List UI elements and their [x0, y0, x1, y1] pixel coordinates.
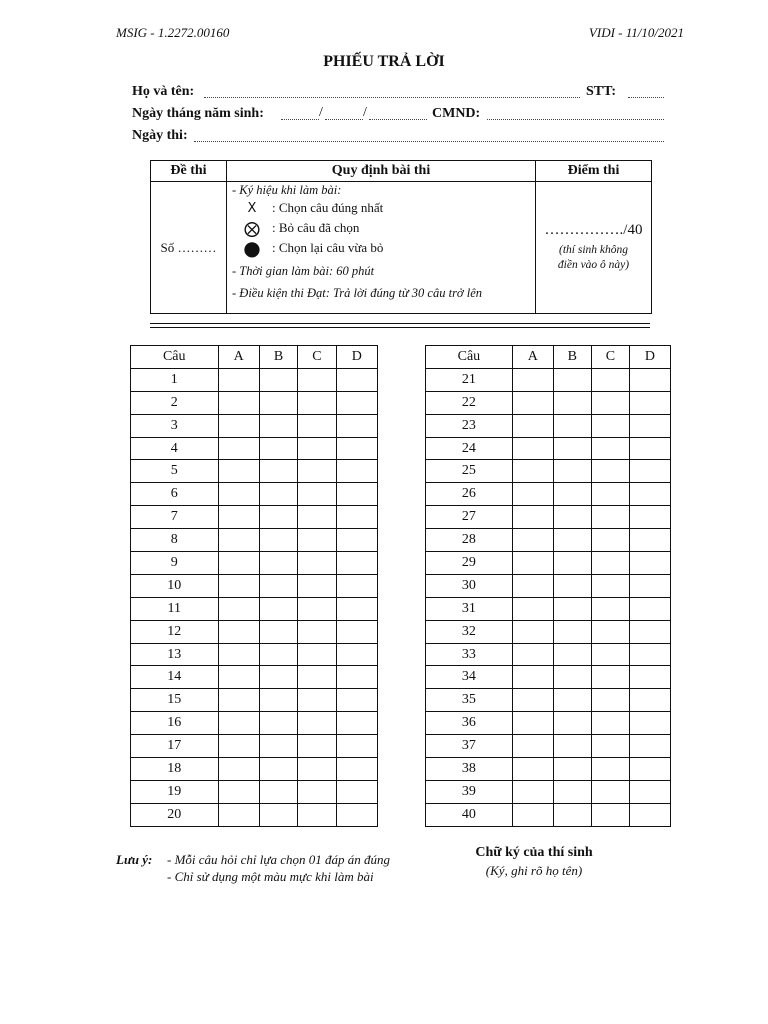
answer-cell-d[interactable]: [629, 620, 670, 643]
answer-cell-b[interactable]: [259, 483, 297, 506]
exam-date-label: Ngày thi:: [132, 128, 188, 143]
stt-field[interactable]: [628, 96, 664, 98]
answer-cell-b[interactable]: [553, 689, 591, 712]
question-number: 36: [426, 712, 513, 735]
col-header-question: Câu: [131, 346, 219, 369]
answer-cell-b[interactable]: [259, 780, 297, 803]
answer-cell-b[interactable]: [553, 529, 591, 552]
answer-cell-b[interactable]: [553, 460, 591, 483]
answer-cell-c[interactable]: [591, 780, 629, 803]
answer-cell-a[interactable]: [512, 803, 553, 826]
page-title: PHIẾU TRẢ LỜI: [323, 53, 445, 70]
answer-cell-c[interactable]: [298, 460, 336, 483]
answer-cell-b[interactable]: [553, 666, 591, 689]
answer-cell-b[interactable]: [553, 506, 591, 529]
answer-cell-b[interactable]: [259, 643, 297, 666]
question-number: 30: [426, 574, 513, 597]
question-number: 39: [426, 780, 513, 803]
question-number: 33: [426, 643, 513, 666]
answer-cell-b[interactable]: [259, 712, 297, 735]
answer-cell-c[interactable]: [298, 574, 336, 597]
pass-rule: - Điều kiện thi Đạt: Trả lời đúng từ 30 câu trở lên: [232, 286, 482, 300]
answer-cell-c[interactable]: [298, 437, 336, 460]
question-number: 4: [131, 437, 219, 460]
col-header-option: D: [629, 346, 670, 369]
answer-cell-c[interactable]: [591, 529, 629, 552]
answer-cell-c[interactable]: [298, 529, 336, 552]
question-number: 24: [426, 437, 513, 460]
answer-cell-b[interactable]: [259, 620, 297, 643]
answer-cell-a[interactable]: [512, 712, 553, 735]
answer-cell-b[interactable]: [259, 391, 297, 414]
answer-row: [131, 391, 378, 414]
question-number: 37: [426, 735, 513, 758]
dob-year-field[interactable]: [369, 118, 427, 120]
answer-cell-b[interactable]: [259, 529, 297, 552]
answer-cell-c[interactable]: [298, 712, 336, 735]
question-number: 12: [131, 620, 219, 643]
answer-cell-b[interactable]: [259, 597, 297, 620]
answer-cell-a[interactable]: [512, 643, 553, 666]
answer-cell-c[interactable]: [591, 368, 629, 391]
answer-cell-b[interactable]: [553, 552, 591, 575]
exam-number: Số ………: [160, 239, 217, 255]
answer-cell-a[interactable]: [218, 574, 259, 597]
answer-cell-b[interactable]: [553, 803, 591, 826]
question-number: 15: [131, 689, 219, 712]
answer-cell-b[interactable]: [259, 689, 297, 712]
answer-table-left: [130, 345, 378, 827]
answer-cell-c[interactable]: [591, 597, 629, 620]
answer-cell-d[interactable]: [336, 803, 377, 826]
question-number: 9: [131, 552, 219, 575]
answer-cell-d[interactable]: [336, 437, 377, 460]
question-number: 19: [131, 780, 219, 803]
answer-cell-c[interactable]: [298, 780, 336, 803]
answer-row: [131, 437, 378, 460]
answer-cell-a[interactable]: [218, 666, 259, 689]
answer-cell-b[interactable]: [259, 552, 297, 575]
answer-cell-d[interactable]: [629, 712, 670, 735]
answer-cell-d[interactable]: [336, 460, 377, 483]
answer-row: [131, 689, 378, 712]
answer-cell-a[interactable]: [218, 506, 259, 529]
answer-cell-c[interactable]: [298, 735, 336, 758]
answer-cell-a[interactable]: [218, 780, 259, 803]
answer-cell-c[interactable]: [591, 391, 629, 414]
question-number: 25: [426, 460, 513, 483]
answer-row: [131, 643, 378, 666]
question-number: 2: [131, 391, 219, 414]
answer-row: [426, 689, 671, 712]
answer-cell-a[interactable]: [218, 758, 259, 781]
answer-row: [131, 735, 378, 758]
answer-cell-a[interactable]: [512, 780, 553, 803]
answer-cell-d[interactable]: [629, 574, 670, 597]
col-header-exam: Đề thi: [151, 161, 227, 182]
answer-cell-a[interactable]: [218, 620, 259, 643]
divider-line: [150, 323, 650, 324]
question-number: 21: [426, 368, 513, 391]
rules-cell: [227, 182, 536, 314]
answer-cell-b[interactable]: [553, 735, 591, 758]
answer-cell-a[interactable]: [512, 391, 553, 414]
answer-cell-a[interactable]: [512, 368, 553, 391]
answer-cell-c[interactable]: [591, 803, 629, 826]
answer-cell-c[interactable]: [591, 643, 629, 666]
question-number: 20: [131, 803, 219, 826]
answer-cell-a[interactable]: [512, 506, 553, 529]
answer-cell-d[interactable]: [336, 780, 377, 803]
answer-cell-a[interactable]: [218, 483, 259, 506]
question-number: 27: [426, 506, 513, 529]
form-code-right: VIDI - 11/10/2021: [588, 25, 684, 40]
answer-cell-d[interactable]: [336, 529, 377, 552]
question-number: 14: [131, 666, 219, 689]
answer-cell-b[interactable]: [553, 597, 591, 620]
answer-cell-b[interactable]: [259, 437, 297, 460]
answer-cell-d[interactable]: [629, 460, 670, 483]
answer-cell-c[interactable]: [298, 391, 336, 414]
signature-area[interactable]: [420, 882, 648, 952]
answer-cell-a[interactable]: [218, 552, 259, 575]
answer-cell-d[interactable]: [629, 643, 670, 666]
answer-cell-a[interactable]: [218, 368, 259, 391]
answer-cell-a[interactable]: [218, 735, 259, 758]
answer-cell-d[interactable]: [336, 506, 377, 529]
answer-cell-c[interactable]: [298, 620, 336, 643]
answer-row: [426, 574, 671, 597]
question-number: 3: [131, 414, 219, 437]
answer-cell-d[interactable]: [336, 391, 377, 414]
answer-cell-a[interactable]: [218, 712, 259, 735]
answer-cell-a[interactable]: [218, 597, 259, 620]
col-header-score: Điểm thi: [536, 161, 652, 182]
score-total: ……………./40: [544, 222, 643, 238]
question-number: 28: [426, 529, 513, 552]
answer-cell-b[interactable]: [553, 758, 591, 781]
answer-cell-c[interactable]: [591, 758, 629, 781]
answer-cell-c[interactable]: [298, 483, 336, 506]
answer-row: [426, 597, 671, 620]
answer-cell-d[interactable]: [336, 666, 377, 689]
answer-cell-d[interactable]: [336, 620, 377, 643]
answer-cell-c[interactable]: [591, 460, 629, 483]
answer-cell-a[interactable]: [218, 391, 259, 414]
col-header-option: B: [259, 346, 297, 369]
id-label: CMND:: [432, 106, 481, 121]
question-number: 5: [131, 460, 219, 483]
score-cell: [536, 182, 652, 314]
answer-cell-b[interactable]: [553, 483, 591, 506]
answer-cell-b[interactable]: [553, 437, 591, 460]
answer-row: [426, 735, 671, 758]
question-number: 13: [131, 643, 219, 666]
answer-cell-d[interactable]: [629, 758, 670, 781]
answer-cell-c[interactable]: [298, 368, 336, 391]
col-header-question: Câu: [426, 346, 513, 369]
symbol-text: : Bỏ câu đã chọn: [272, 220, 360, 235]
answer-row: [426, 758, 671, 781]
answer-cell-c[interactable]: [298, 689, 336, 712]
answer-cell-a[interactable]: [512, 597, 553, 620]
answer-cell-d[interactable]: [336, 735, 377, 758]
answer-row: [131, 552, 378, 575]
answer-cell-a[interactable]: [512, 483, 553, 506]
answer-cell-c[interactable]: [298, 803, 336, 826]
answer-cell-a[interactable]: [512, 758, 553, 781]
answer-cell-b[interactable]: [259, 803, 297, 826]
question-number: 6: [131, 483, 219, 506]
answer-cell-d[interactable]: [629, 391, 670, 414]
answer-row: [426, 620, 671, 643]
answer-cell-d[interactable]: [336, 574, 377, 597]
answer-row: [131, 460, 378, 483]
answer-cell-a[interactable]: [512, 460, 553, 483]
answer-cell-d[interactable]: [629, 597, 670, 620]
col-header-option: C: [591, 346, 629, 369]
answer-cell-b[interactable]: [553, 780, 591, 803]
dob-separator: /: [319, 105, 323, 120]
answer-cell-b[interactable]: [259, 368, 297, 391]
symbol-row: [232, 238, 535, 258]
question-number: 34: [426, 666, 513, 689]
answer-cell-d[interactable]: [336, 597, 377, 620]
answer-cell-d[interactable]: [629, 529, 670, 552]
answer-row: [426, 780, 671, 803]
answer-cell-d[interactable]: [336, 712, 377, 735]
answer-cell-d[interactable]: [629, 666, 670, 689]
answer-row: [131, 506, 378, 529]
note-line-1: - Mỗi câu hỏi chỉ lựa chọn 01 đáp án đúng: [167, 852, 391, 867]
circled-x-icon: ⨂: [244, 218, 260, 238]
answer-row: [426, 552, 671, 575]
answer-row: [131, 368, 378, 391]
question-number: 7: [131, 506, 219, 529]
answer-cell-c[interactable]: [298, 414, 336, 437]
question-number: 11: [131, 597, 219, 620]
answer-cell-d[interactable]: [629, 437, 670, 460]
answer-cell-c[interactable]: [298, 597, 336, 620]
dob-month-field[interactable]: [325, 118, 363, 120]
answer-row: [131, 414, 378, 437]
answer-cell-a[interactable]: [512, 689, 553, 712]
col-header-option: A: [218, 346, 259, 369]
answer-cell-a[interactable]: [512, 529, 553, 552]
answer-row: [426, 368, 671, 391]
answer-cell-b[interactable]: [553, 391, 591, 414]
answer-cell-c[interactable]: [591, 506, 629, 529]
answer-row: [426, 437, 671, 460]
exam-rules-table: [150, 160, 652, 314]
answer-row: [131, 620, 378, 643]
answer-cell-d[interactable]: [629, 414, 670, 437]
question-number: 26: [426, 483, 513, 506]
answer-cell-a[interactable]: [512, 735, 553, 758]
stt-label: STT:: [586, 84, 617, 99]
question-number: 22: [426, 391, 513, 414]
answer-cell-d[interactable]: [629, 803, 670, 826]
col-header-option: C: [298, 346, 336, 369]
answer-cell-a[interactable]: [218, 437, 259, 460]
question-number: 31: [426, 597, 513, 620]
answer-row: [131, 758, 378, 781]
answer-cell-c[interactable]: [298, 506, 336, 529]
answer-cell-c[interactable]: [591, 666, 629, 689]
answer-cell-a[interactable]: [512, 666, 553, 689]
answer-cell-b[interactable]: [553, 620, 591, 643]
answer-cell-a[interactable]: [512, 437, 553, 460]
symbol-row: [232, 218, 535, 238]
question-number: 18: [131, 758, 219, 781]
answer-cell-d[interactable]: [336, 552, 377, 575]
question-number: 8: [131, 529, 219, 552]
answer-cell-c[interactable]: [298, 666, 336, 689]
answer-cell-b[interactable]: [259, 666, 297, 689]
answer-cell-d[interactable]: [629, 483, 670, 506]
question-number: 1: [131, 368, 219, 391]
question-number: 38: [426, 758, 513, 781]
answer-row: [426, 803, 671, 826]
question-number: 32: [426, 620, 513, 643]
answer-cell-d[interactable]: [336, 414, 377, 437]
question-number: 17: [131, 735, 219, 758]
symbol-row: [232, 198, 535, 218]
question-number: 16: [131, 712, 219, 735]
answer-cell-a[interactable]: [218, 529, 259, 552]
answer-row: [131, 803, 378, 826]
symbol-text: : Chọn câu đúng nhất: [272, 200, 384, 215]
question-number: 29: [426, 552, 513, 575]
answer-cell-d[interactable]: [629, 552, 670, 575]
symbol-text: : Chọn lại câu vừa bỏ: [272, 240, 384, 255]
answer-cell-b[interactable]: [259, 460, 297, 483]
answer-cell-c[interactable]: [591, 414, 629, 437]
name-field[interactable]: [204, 96, 580, 98]
answer-cell-b[interactable]: [259, 506, 297, 529]
note-line-2: - Chỉ sử dụng một màu mực khi làm bài: [167, 869, 374, 884]
answer-cell-d[interactable]: [336, 689, 377, 712]
answer-row: [426, 666, 671, 689]
answer-row: [426, 414, 671, 437]
col-header-option: B: [553, 346, 591, 369]
answer-cell-c[interactable]: [591, 620, 629, 643]
answer-cell-a[interactable]: [218, 414, 259, 437]
answer-cell-c[interactable]: [591, 437, 629, 460]
time-rule: - Thời gian làm bài: 60 phút: [232, 264, 375, 278]
answer-row: [426, 391, 671, 414]
answer-cell-b[interactable]: [259, 414, 297, 437]
dob-day-field[interactable]: [281, 118, 319, 120]
answer-row: [426, 643, 671, 666]
answer-cell-a[interactable]: [512, 552, 553, 575]
answer-row: [131, 529, 378, 552]
answer-cell-d[interactable]: [629, 368, 670, 391]
answer-cell-c[interactable]: [591, 483, 629, 506]
answer-row: [426, 506, 671, 529]
answer-cell-a[interactable]: [218, 689, 259, 712]
answer-cell-d[interactable]: [336, 758, 377, 781]
answer-row: [131, 597, 378, 620]
symbols-title: - Ký hiệu khi làm bài:: [232, 183, 342, 197]
answer-cell-a[interactable]: [512, 414, 553, 437]
answer-row: [131, 483, 378, 506]
answer-row: [131, 712, 378, 735]
answer-row: [426, 483, 671, 506]
answer-cell-d[interactable]: [336, 483, 377, 506]
divider-line: [150, 327, 650, 328]
answer-cell-c[interactable]: [591, 712, 629, 735]
answer-cell-b[interactable]: [553, 712, 591, 735]
score-note: (thí sinh không điền vào ô này): [557, 244, 630, 271]
answer-row: [131, 574, 378, 597]
answer-table-right: [425, 345, 671, 827]
dob-separator: /: [363, 105, 367, 120]
answer-cell-d[interactable]: [629, 689, 670, 712]
exam-date-field[interactable]: [194, 140, 664, 142]
signature-subtitle: (Ký, ghi rõ họ tên): [485, 863, 583, 878]
question-number: 10: [131, 574, 219, 597]
answer-cell-c[interactable]: [591, 574, 629, 597]
id-field[interactable]: [487, 118, 664, 120]
answer-cell-d[interactable]: [336, 368, 377, 391]
question-number: 35: [426, 689, 513, 712]
signature-title: Chữ ký của thí sinh: [475, 845, 593, 860]
answer-cell-c[interactable]: [298, 552, 336, 575]
answer-cell-a[interactable]: [218, 460, 259, 483]
answer-cell-b[interactable]: [553, 574, 591, 597]
answer-cell-b[interactable]: [259, 574, 297, 597]
answer-cell-b[interactable]: [553, 368, 591, 391]
answer-row: [426, 712, 671, 735]
answer-cell-a[interactable]: [512, 574, 553, 597]
answer-cell-c[interactable]: [591, 735, 629, 758]
answer-cell-c[interactable]: [591, 552, 629, 575]
answer-cell-b[interactable]: [553, 643, 591, 666]
answer-cell-a[interactable]: [218, 643, 259, 666]
answer-cell-d[interactable]: [629, 506, 670, 529]
answer-cell-a[interactable]: [512, 620, 553, 643]
exam-number-cell[interactable]: [151, 182, 227, 314]
col-header-option: A: [512, 346, 553, 369]
answer-cell-c[interactable]: [298, 758, 336, 781]
answer-cell-d[interactable]: [629, 780, 670, 803]
answer-cell-b[interactable]: [259, 735, 297, 758]
form-code-left: MSIG - 1.2272.00160: [116, 25, 230, 40]
question-number: 23: [426, 414, 513, 437]
col-header-rules: Quy định bài thi: [227, 161, 536, 182]
answer-cell-a[interactable]: [218, 803, 259, 826]
note-label: Lưu ý:: [116, 852, 153, 867]
answer-row: [131, 666, 378, 689]
dob-label: Ngày tháng năm sinh:: [132, 106, 264, 121]
answer-row: [426, 529, 671, 552]
question-number: 40: [426, 803, 513, 826]
answer-cell-c[interactable]: [591, 689, 629, 712]
answer-cell-b[interactable]: [259, 758, 297, 781]
answer-row: [426, 460, 671, 483]
name-label: Họ và tên:: [132, 84, 195, 99]
x-mark-icon: X: [247, 200, 257, 216]
answer-cell-d[interactable]: [629, 735, 670, 758]
col-header-option: D: [336, 346, 377, 369]
answer-row: [131, 780, 378, 803]
answer-cell-c[interactable]: [298, 643, 336, 666]
answer-cell-b[interactable]: [553, 414, 591, 437]
answer-cell-d[interactable]: [336, 643, 377, 666]
filled-circle-icon: ●: [243, 236, 261, 260]
